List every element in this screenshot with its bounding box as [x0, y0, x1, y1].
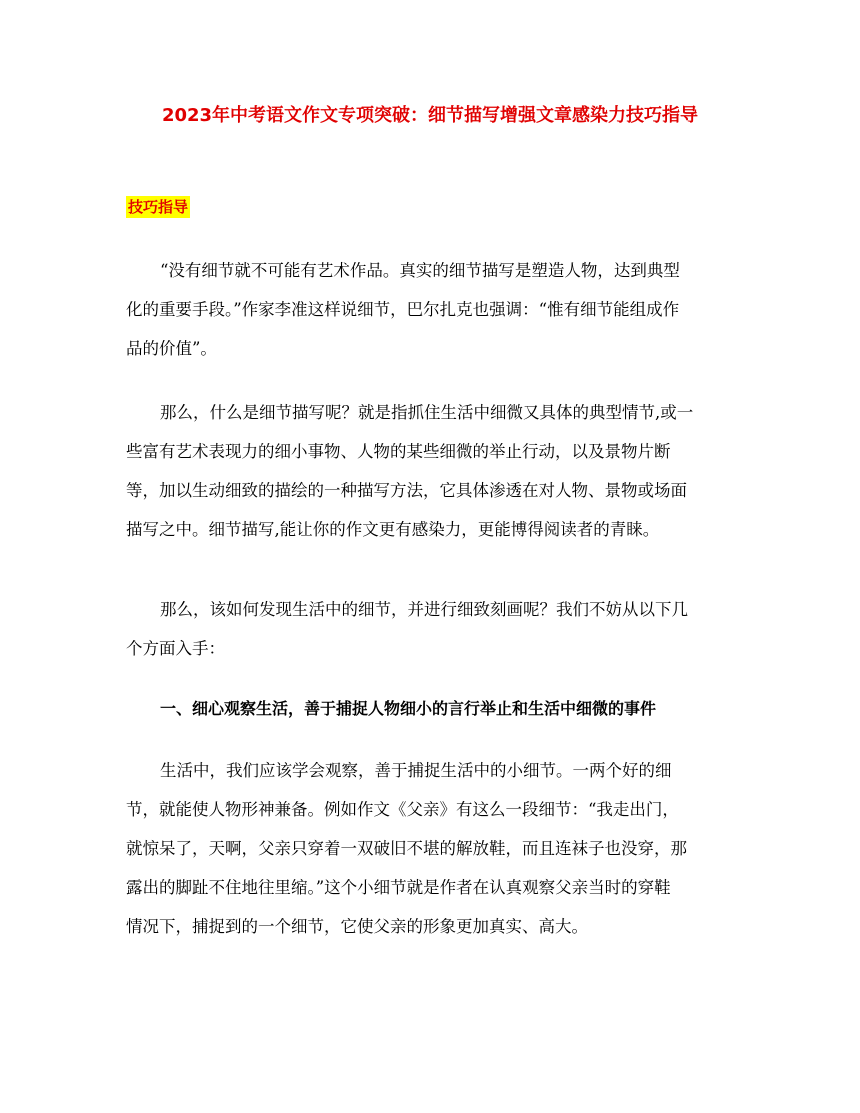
paragraph-line: 品的价值”。	[126, 339, 217, 358]
document-title: 2023年中考语文作文专项突破：细节描写增强文章感染力技巧指导	[161, 105, 699, 126]
section-tag-highlight: 技巧指导	[128, 198, 189, 216]
paragraph-line: 生活中，我们应该学会观察，善于捕捉生活中的小细节。一两个好的细	[160, 761, 672, 780]
paragraph-line: “没有细节就不可能有艺术作品。真实的细节描写是塑造人物，达到典型	[160, 261, 680, 280]
paragraph-definition	[126, 393, 734, 549]
paragraph-line: 个方面入手：	[126, 639, 225, 658]
paragraph-line: 情况下，捕捉到的一个细节，它使父亲的形象更加真实、高大。	[126, 917, 588, 936]
paragraph-line: 些富有艺术表现力的细小事物、人物的某些细微的举止行动，以及景物片断	[126, 442, 671, 461]
subheading: 一、细心观察生活，善于捕捉人物细小的言行举止和生活中细微的事件	[160, 699, 657, 718]
paragraph-line: 就惊呆了，天啊，父亲只穿着一双破旧不堪的解放鞋，而且连袜子也没穿，那	[126, 839, 687, 858]
paragraph-line: 节，就能使人物形神兼备。例如作文《父亲》有这么一段细节：“我走出门，	[126, 800, 679, 819]
paragraph-line: 那么，该如何发现生活中的细节，并进行细致刻画呢？我们不妨从以下几	[160, 600, 688, 619]
paragraph-quote	[126, 251, 734, 368]
paragraph-line: 露出的脚趾不住地往里缩。”这个小细节就是作者在认真观察父亲当时的穿鞋	[126, 878, 671, 897]
paragraph-line: 那么，什么是细节描写呢？就是指抓住生活中细微又具体的典型情节,或一	[160, 403, 694, 422]
paragraph-intro	[126, 590, 734, 668]
paragraph-line: 化的重要手段。”作家李准这样说细节，巴尔扎克也强调：“惟有细节能组成作	[126, 300, 680, 319]
paragraph-line: 等，加以生动细致的描绘的一种描写方法，它具体渗透在对人物、景物或场面	[126, 481, 687, 500]
paragraph-line: 描写之中。细节描写,能让你的作文更有感染力，更能博得阅读者的青睐。	[126, 520, 660, 539]
paragraph-example	[126, 751, 734, 946]
